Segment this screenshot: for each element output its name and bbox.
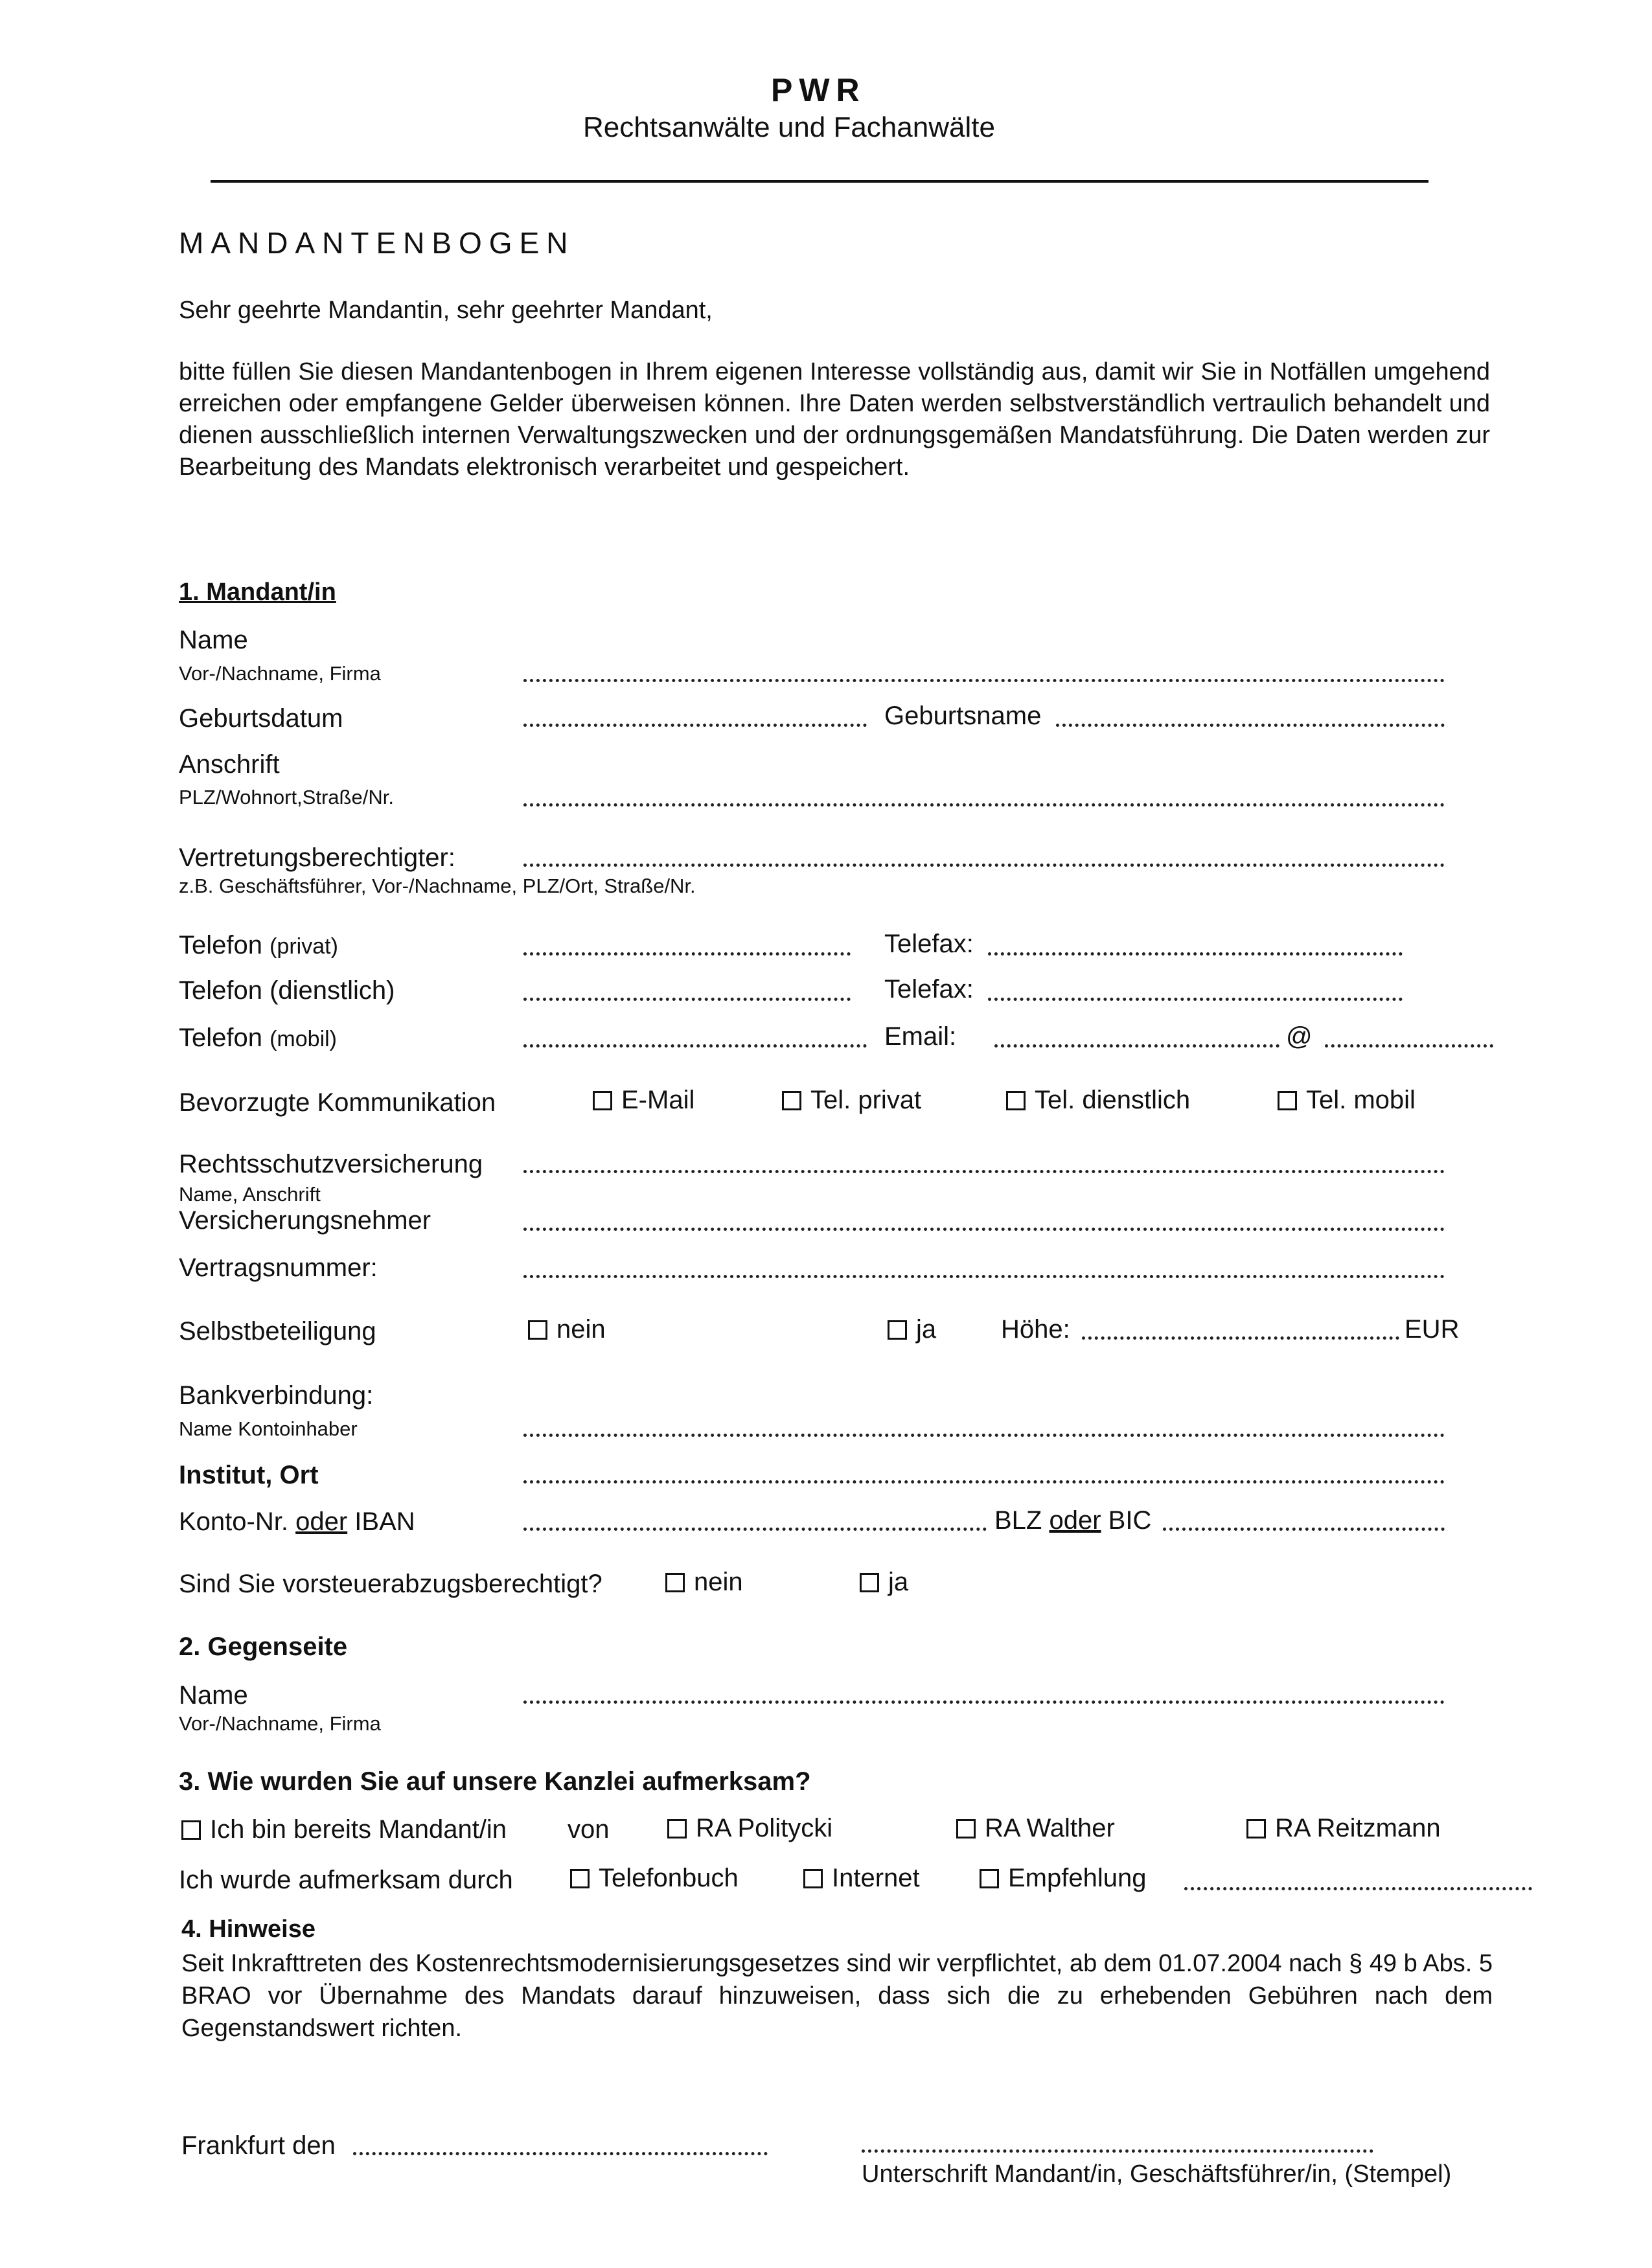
- salutation: Sehr geehrte Mandantin, sehr geehrter Mandant,: [179, 297, 713, 324]
- signature-label: Unterschrift Mandant/in, Geschäftsführer/in, (Stempel): [862, 2160, 1452, 2188]
- phone-work-field[interactable]: [523, 998, 851, 1001]
- institute-label: Institut, Ort: [179, 1461, 319, 1489]
- header-rule: [211, 180, 1428, 183]
- email-at-sign: @: [1286, 1022, 1313, 1051]
- checkbox[interactable]: [528, 1320, 547, 1340]
- representative-label: Vertretungsberechtigter:: [179, 843, 455, 872]
- deductible-no-label: nein: [556, 1315, 606, 1344]
- lawyer-label: RA Reitzmann: [1275, 1814, 1441, 1842]
- deductible-yes-label: ja: [916, 1315, 937, 1344]
- deductible-label: Selbstbeteiligung: [179, 1317, 376, 1346]
- firm-subtitle: Rechtsanwälte und Fachanwälte: [583, 111, 995, 143]
- comm-tel-work-option[interactable]: [1006, 1086, 1190, 1115]
- phone-private-label: [179, 931, 338, 960]
- account-label-or: oder: [295, 1507, 348, 1536]
- phone-private-label-sub: (privat): [270, 934, 338, 959]
- lawyer-reitzmann-option[interactable]: [1246, 1814, 1441, 1843]
- insurance-label: Rechtsschutzversicherung: [179, 1150, 483, 1178]
- client-name-field[interactable]: [523, 679, 1445, 682]
- birthdate-field[interactable]: [523, 724, 867, 727]
- section4-heading: 4. Hinweise: [181, 1916, 315, 1943]
- insured-label: Versicherungsnehmer: [179, 1206, 431, 1235]
- checkbox[interactable]: [1246, 1819, 1266, 1838]
- aware-internet-option[interactable]: [803, 1864, 920, 1893]
- representative-sublabel: z.B. Geschäftsführer, Vor-/Nachname, PLZ/Ort, Straße/Nr.: [179, 875, 696, 897]
- vat-no-label: nein: [694, 1568, 743, 1596]
- address-field[interactable]: [523, 803, 1445, 807]
- phone-mobile-label: [179, 1024, 337, 1053]
- amount-label: Höhe:: [1001, 1315, 1070, 1344]
- firm-name: PWR: [771, 72, 866, 108]
- place-date-label: Frankfurt den: [181, 2131, 336, 2160]
- vat-no-option[interactable]: [665, 1568, 743, 1597]
- checkbox[interactable]: [1006, 1091, 1026, 1110]
- birthname-label: Geburtsname: [884, 702, 1042, 730]
- existing-client-option[interactable]: [181, 1815, 507, 1844]
- fax-private-label: Telefax:: [884, 930, 974, 958]
- email-local-field[interactable]: [994, 1044, 1279, 1048]
- lawyer-politycki-option[interactable]: [667, 1814, 832, 1843]
- lawyer-walther-option[interactable]: [956, 1814, 1115, 1843]
- contract-label: Vertragsnummer:: [179, 1254, 378, 1282]
- account-field[interactable]: [523, 1528, 987, 1531]
- aware-option-label: Empfehlung: [1008, 1864, 1147, 1892]
- account-label-part: IBAN: [354, 1507, 415, 1536]
- comm-option-label: E-Mail: [621, 1086, 695, 1114]
- amount-unit: EUR: [1405, 1315, 1460, 1344]
- fax-work-field[interactable]: [988, 998, 1403, 1001]
- client-name-sublabel: Vor-/Nachname, Firma: [179, 662, 381, 685]
- lawyer-label: RA Politycki: [696, 1814, 833, 1842]
- checkbox[interactable]: [888, 1320, 907, 1340]
- aware-label: Ich wurde aufmerksam durch: [179, 1866, 513, 1894]
- comm-option-label: Tel. dienstlich: [1035, 1086, 1191, 1114]
- phone-mobile-label-sub: (mobil): [270, 1027, 338, 1051]
- existing-client-label: Ich bin bereits Mandant/in: [210, 1815, 507, 1844]
- aware-recommendation-option[interactable]: [980, 1864, 1146, 1893]
- checkbox[interactable]: [956, 1819, 976, 1838]
- insurance-field[interactable]: [523, 1170, 1445, 1173]
- representative-field[interactable]: [523, 864, 1445, 867]
- vat-question: Sind Sie vorsteuerabzugsberechtigt?: [179, 1570, 602, 1598]
- blz-label-part: BLZ: [994, 1506, 1042, 1535]
- account-label-part: Konto-Nr.: [179, 1507, 288, 1536]
- checkbox[interactable]: [803, 1869, 823, 1888]
- form-title: MANDANTENBOGEN: [179, 226, 575, 260]
- phone-private-label-main: Telefon: [179, 931, 262, 959]
- fax-work-label: Telefax:: [884, 975, 974, 1003]
- email-label: Email:: [884, 1022, 957, 1051]
- phone-work-label: Telefon (dienstlich): [179, 976, 395, 1005]
- account-label: [179, 1507, 415, 1537]
- client-name-label: Name: [179, 626, 248, 654]
- bank-sublabel: Name Kontoinhaber: [179, 1417, 358, 1440]
- section3-heading: 3. Wie wurden Sie auf unsere Kanzlei aufmerksam?: [179, 1767, 811, 1796]
- checkbox[interactable]: [593, 1091, 612, 1110]
- insurance-sublabel: Name, Anschrift: [179, 1183, 321, 1206]
- vat-yes-label: ja: [888, 1568, 909, 1596]
- blz-label: [994, 1506, 1151, 1535]
- checkbox[interactable]: [1278, 1091, 1297, 1110]
- fax-private-field[interactable]: [988, 952, 1403, 956]
- address-label: Anschrift: [179, 750, 280, 779]
- phone-mobile-field[interactable]: [523, 1044, 867, 1048]
- email-domain-field[interactable]: [1325, 1044, 1493, 1048]
- recommendation-field[interactable]: [1184, 1887, 1532, 1890]
- opponent-name-label: Name: [179, 1681, 248, 1710]
- opponent-name-field[interactable]: [523, 1701, 1445, 1704]
- insured-field[interactable]: [523, 1228, 1445, 1231]
- lawyer-label: RA Walther: [985, 1814, 1115, 1842]
- section1-heading: 1. Mandant/in: [179, 578, 336, 606]
- aware-phonebook-option[interactable]: [570, 1864, 739, 1893]
- checkbox[interactable]: [782, 1091, 801, 1110]
- blz-label-part: BIC: [1108, 1506, 1152, 1535]
- address-sublabel: PLZ/Wohnort,Straße/Nr.: [179, 786, 394, 808]
- phone-mobile-label-main: Telefon: [179, 1024, 262, 1052]
- communication-label: Bevorzugte Kommunikation: [179, 1088, 496, 1117]
- aware-option-label: Telefonbuch: [599, 1864, 739, 1892]
- comm-email-option[interactable]: [593, 1086, 694, 1115]
- phone-private-field[interactable]: [523, 952, 851, 956]
- comm-option-label: Tel. privat: [810, 1086, 922, 1114]
- von-label: von: [568, 1815, 610, 1844]
- birthname-field[interactable]: [1056, 724, 1445, 727]
- hinweise-text: Seit Inkrafttreten des Kostenrechtsmodernisierungsgesetzes sind wir verpflichtet, ab dem 01.07.2004 nach § 49 b Abs. 5 BRAO vor Übernahme des Mandats darauf hinzuweisen, dass sich die zu erhebenden Gebühren nach dem Gegenstandswert richten.: [181, 1950, 1493, 2042]
- checkbox[interactable]: [665, 1573, 685, 1592]
- comm-tel-mobile-option[interactable]: [1278, 1086, 1416, 1115]
- bank-label: Bankverbindung:: [179, 1381, 374, 1410]
- checkbox[interactable]: [860, 1573, 879, 1592]
- blz-field[interactable]: [1163, 1528, 1445, 1531]
- contract-field[interactable]: [523, 1275, 1445, 1278]
- institute-field[interactable]: [523, 1480, 1445, 1483]
- vat-yes-option[interactable]: [860, 1568, 908, 1597]
- amount-field[interactable]: [1082, 1336, 1399, 1340]
- opponent-name-sublabel: Vor-/Nachname, Firma: [179, 1712, 381, 1735]
- intro-paragraph: bitte füllen Sie diesen Mandantenbogen in Ihrem eigenen Interesse vollständig aus, damit wir Sie in Notfällen umgehend erreichen oder empfangene Gelder überweisen können. Ihre Daten werden selbstverständlich vertraulich behandelt und dienen ausschließlich internen Verwaltungszwecken und der ordnungsgemäßen Mandatsführung. Die Daten werden zur Bearbeitung des Mandats elektronisch verarbeitet und gespeichert.: [179, 358, 1490, 481]
- section2-heading: 2. Gegenseite: [179, 1632, 348, 1661]
- deductible-no-option[interactable]: [528, 1315, 606, 1344]
- deductible-yes-option[interactable]: [888, 1315, 936, 1344]
- account-holder-field[interactable]: [523, 1434, 1445, 1437]
- blz-label-or: oder: [1049, 1506, 1101, 1535]
- comm-tel-private-option[interactable]: [782, 1086, 921, 1115]
- comm-option-label: Tel. mobil: [1306, 1086, 1416, 1114]
- signature-field[interactable]: [862, 2149, 1373, 2153]
- aware-option-label: Internet: [832, 1864, 920, 1892]
- date-field[interactable]: [353, 2152, 768, 2155]
- checkbox[interactable]: [570, 1869, 590, 1888]
- checkbox[interactable]: [667, 1819, 687, 1838]
- checkbox[interactable]: [181, 1820, 201, 1840]
- birthdate-label: Geburtsdatum: [179, 704, 343, 733]
- checkbox[interactable]: [980, 1869, 999, 1888]
